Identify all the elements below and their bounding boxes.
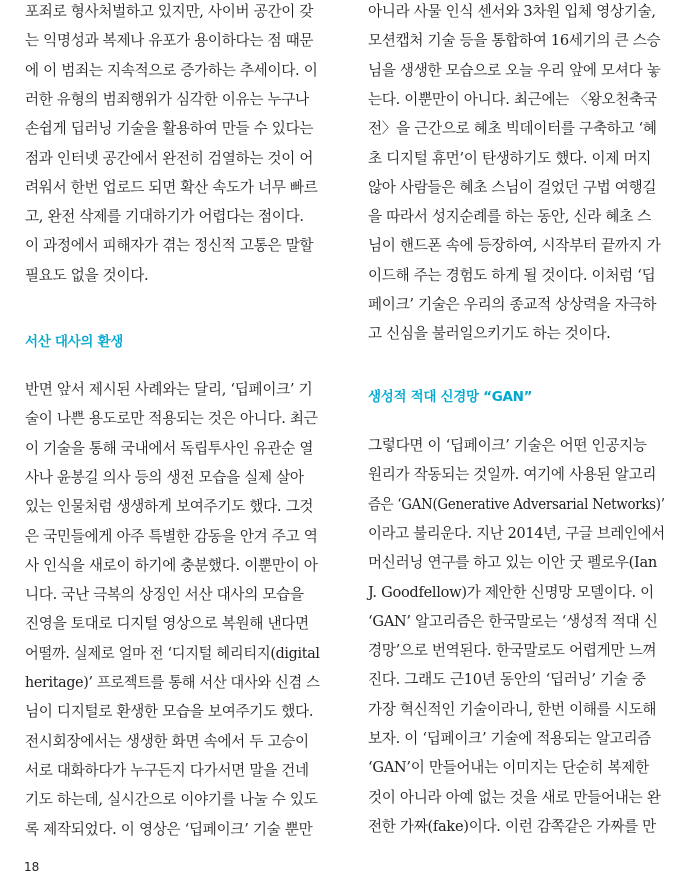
text-line: 사나 윤봉길 의사 등의 생전 모습을 실제 살아	[25, 468, 304, 486]
text-line: 모션캡처 기술 등을 통합하여 16세기의 큰 스승	[368, 32, 661, 50]
text-line: 진영을 토대로 디지털 영상으로 복원해 낸다면	[25, 615, 309, 633]
text-line: 보자. 이 ‘딥페이크’ 기술에 적용되는 알고리즘	[368, 730, 652, 747]
text-line: 니다. 국난 극복의 상징인 서산 대사의 모습을	[25, 586, 304, 604]
text-line: 이 기술을 통해 국내에서 독립투사인 유관순 열	[25, 439, 314, 457]
text-line: 전〉을 근간으로 혜초 빅데이터를 구축하고 ‘혜	[368, 120, 657, 138]
text-line: 손쉽게 딥러닝 기술을 활용하여 만들 수 있다는	[25, 120, 314, 138]
text-line: 은 국민들에게 아주 특별한 감동을 안겨 주고 역	[25, 527, 318, 545]
text-line: 페이크’ 기술은 우리의 종교적 상상력을 자극하	[368, 296, 657, 313]
text-line: 러한 유형의 범죄행위가 심각한 이유는 누구나	[25, 90, 309, 108]
text-line: 서로 대화하다가 누구든지 다가서면 말을 건네	[25, 761, 309, 779]
text-line: ‘GAN’ 알고리즘은 한국말로는 ‘생성적 적대 신	[368, 612, 658, 630]
text-line: 경망’으로 번역된다. 한국말로도 어렵게만 느껴	[368, 642, 657, 660]
text-line: heritage)’ 프로젝트를 통해 서산 대사와 신겸 스	[25, 674, 320, 691]
text-line: J. Goodfellow)가 제안한 신명망 모델이다. 이	[368, 583, 654, 601]
text-line: 있는 인물처럼 생생하게 보여주기도 했다. 그것	[25, 498, 314, 516]
text-line: 그렇다면 이 ‘딥페이크’ 기술은 어떤 인공지능	[368, 437, 647, 454]
text-line: 에 이 범죄는 지속적으로 증가하는 추세이다. 이	[25, 61, 318, 79]
text-line: 님을 생생한 모습으로 오늘 우리 앞에 모셔다 놓	[368, 61, 661, 79]
text-line: 가장 혁신적인 기술이라니, 한번 이해를 시도해	[368, 700, 657, 718]
text-line: 원리가 작동되는 것일까. 여기에 사용된 알고리	[368, 466, 657, 484]
section-heading-gan: 생성적 적대 신경망 “GAN”	[368, 389, 533, 405]
text-line: 초 디지털 휴먼’이 탄생하기도 했다. 이제 머지	[368, 149, 652, 167]
text-line: 반면 앞서 제시된 사례와는 달리, ‘딥페이크’ 기	[25, 381, 313, 398]
text-line: 전시회장에서는 생생한 화면 속에서 두 고승이	[25, 732, 309, 750]
text-line: 전한 가짜(fake)이다. 이런 감쪽같은 가짜를 만	[368, 817, 656, 835]
text-line: 이 과정에서 피해자가 겪는 정신적 고통은 말할	[25, 237, 314, 255]
text-line: 님이 디지털로 환생한 모습을 보여주기도 했다.	[25, 703, 314, 721]
text-line: 포죄로 형사처벌하고 있지만, 사이버 공간이 갖	[25, 3, 314, 20]
text-line: 는 익명성과 복제나 유포가 용이하다는 점 때문	[25, 32, 314, 50]
text-line: 점과 인터넷 공간에서 완전히 검열하는 것이 어	[25, 149, 314, 167]
text-line: 머신러닝 연구를 하고 있는 이안 굿 펠로우(Ian	[368, 554, 657, 572]
text-line: 필요도 없을 것이다.	[25, 266, 149, 284]
text-line: 어떨까. 실제로 얼마 전 ‘디지털 헤리티지(digital	[25, 644, 320, 662]
text-line: 즘은 ‘GAN(Generative Adversarial Networks)’	[368, 495, 665, 513]
text-line: 이드해 주는 경험도 하게 될 것이다. 이처럼 ‘딥	[368, 266, 656, 284]
text-line: 는다. 이뿐만이 아니다. 최근에는 〈왕오천축국	[368, 90, 657, 108]
text-line: 사 인식을 새로이 하기에 충분했다. 이뿐만이 아	[25, 556, 318, 574]
text-line: 려워서 한번 업로드 되면 확산 속도가 너무 빠르	[25, 178, 318, 196]
text-line: 진다. 그래도 근10년 동안의 ‘딥러닝’ 기술 중	[368, 671, 646, 689]
text-line: 고 신심을 불러일으키기도 하는 것이다.	[368, 325, 611, 343]
text-line: 것이 아니라 아예 없는 것을 새로 만들어내는 완	[368, 788, 661, 806]
text-line: 않아 사람들은 혜초 스님이 걸었던 구법 여행길	[368, 178, 657, 196]
text-line: 님이 핸드폰 속에 등장하여, 시작부터 끝까지 가	[368, 237, 661, 255]
text-line: 기도 하는데, 실시간으로 이야기를 나눌 수 있도	[25, 791, 318, 809]
text-line: 고, 완전 삭제를 기대하기가 어렵다는 점이다.	[25, 208, 304, 226]
text-line: 아니라 사물 인식 센서와 3차원 입체 영상기술,	[368, 3, 656, 20]
section-heading-seosan: 서산 대사의 환생	[25, 334, 123, 350]
text-line: 술이 나쁜 용도로만 적용되는 것은 아니다. 최근	[25, 410, 318, 428]
text-line: 이라고 불리운다. 지난 2014년, 구글 브레인에서	[368, 524, 665, 542]
text-line: 을 따라서 성지순례를 하는 동안, 신라 혜초 스	[368, 208, 652, 226]
text-line: 록 제작되었다. 이 영상은 ‘딥페이크’ 기술 뿐만	[25, 820, 313, 838]
page-number: 18	[24, 860, 40, 874]
text-line: ‘GAN’이 만들어내는 이미지는 단순히 복제한	[368, 759, 649, 777]
